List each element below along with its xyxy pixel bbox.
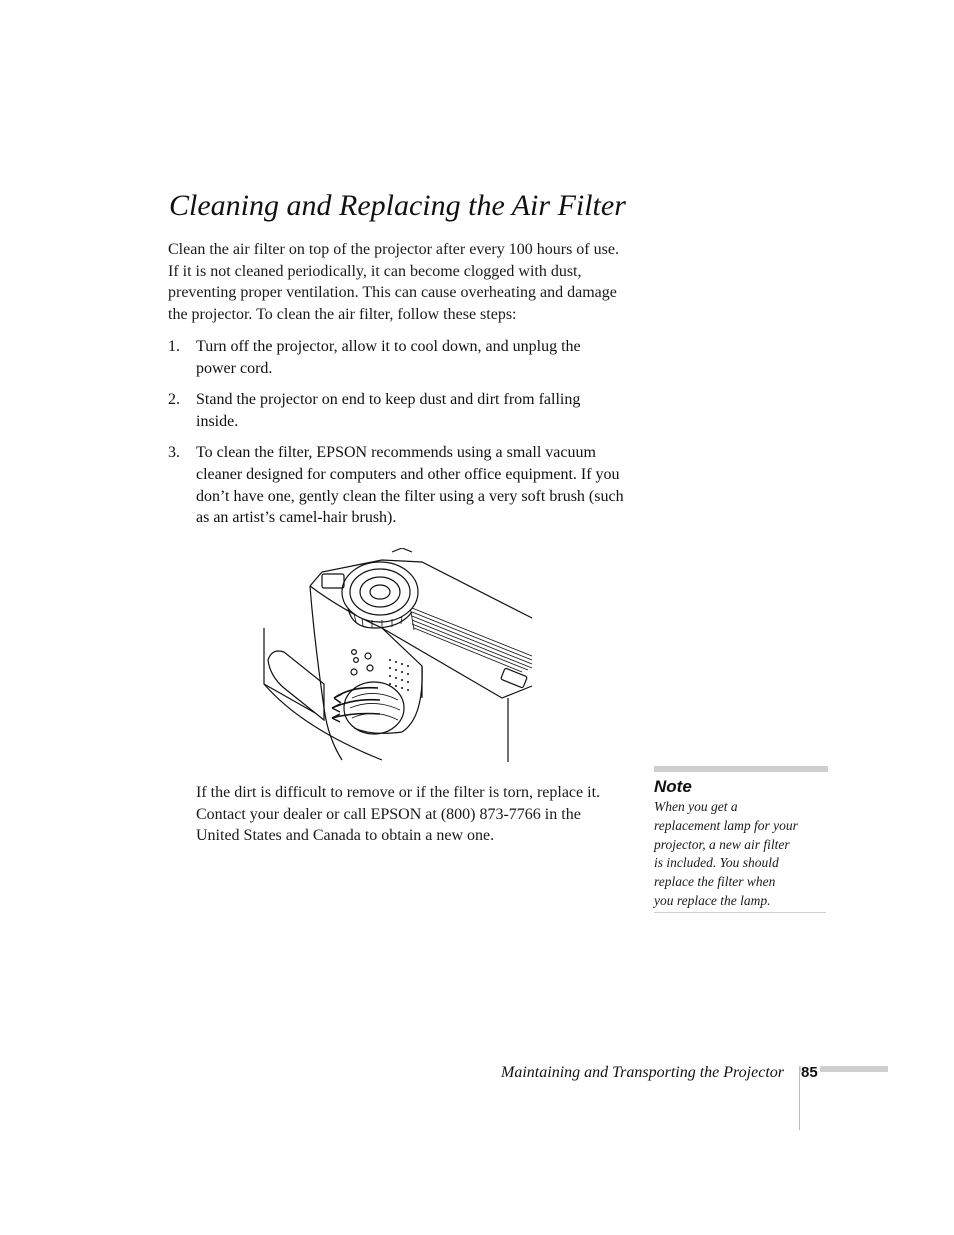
note-line: replacement lamp for your <box>654 817 798 833</box>
note-line: replace the filter when <box>654 874 776 890</box>
step-number: 1. <box>168 338 180 355</box>
step-line: cleaner designed for computers and other office equipment. If you <box>196 465 620 483</box>
step-line: don’t have one, gently clean the filter using a very soft brush (such <box>196 487 624 505</box>
after-line: Contact your dealer or call EPSON at (800) 873-7766 in the <box>196 805 581 823</box>
after-line: United States and Canada to obtain a new one. <box>196 827 495 845</box>
note-sidebar <box>654 766 828 911</box>
footer-section-title: Maintaining and Transporting the Projector <box>501 1064 784 1081</box>
steps-list <box>168 336 638 539</box>
step-2 <box>168 389 638 432</box>
step-line: To clean the filter, EPSON recommends using a small vacuum <box>196 444 596 462</box>
note-heading: Note <box>654 777 692 796</box>
note-rule <box>654 912 826 913</box>
note-line: When you get a <box>654 799 738 814</box>
page-title: Cleaning and Replacing the Air Filter <box>169 186 634 226</box>
step-line: power cord. <box>196 359 273 377</box>
note-line: you replace the lamp. <box>654 892 771 908</box>
footer-divider <box>799 1066 800 1130</box>
note-bar <box>654 766 828 772</box>
step-number: 3. <box>168 444 180 462</box>
step-1 <box>168 336 638 379</box>
projector-illustration <box>262 548 540 766</box>
note-text <box>654 798 828 911</box>
step-3 <box>168 442 638 528</box>
step-line: inside. <box>196 412 239 430</box>
intro-paragraph <box>168 239 638 325</box>
after-line: If the dirt is difficult to remove or if the filter is torn, replace it. <box>196 784 601 801</box>
step-line: as an artist’s camel-hair brush). <box>196 509 397 527</box>
page-number: 85 <box>801 1064 818 1081</box>
note-line: projector, a new air filter <box>654 836 790 852</box>
step-line: Stand the projector on end to keep dust and dirt from falling <box>196 391 581 409</box>
intro-line: If it is not cleaned periodically, it can become clogged with dust, <box>168 262 582 280</box>
step-number: 2. <box>168 391 180 409</box>
step-line: Turn off the projector, allow it to cool down, and unplug the <box>196 338 581 355</box>
intro-line: preventing proper ventilation. This can cause overheating and damage <box>168 284 617 302</box>
note-line: is included. You should <box>654 855 779 871</box>
intro-line: the projector. To clean the air filter, follow these steps: <box>168 305 517 323</box>
replacement-paragraph <box>196 782 636 847</box>
intro-line: Clean the air filter on top of the projector after every 100 hours of use. <box>168 241 619 258</box>
